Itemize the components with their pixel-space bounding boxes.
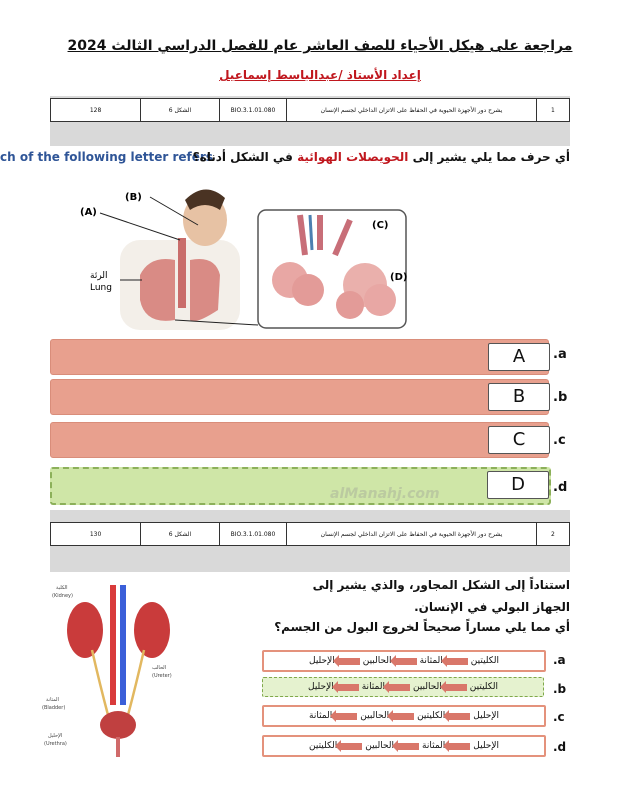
label-urethra-en: (Urethra) bbox=[44, 741, 67, 747]
ref-number: 2 bbox=[536, 523, 569, 546]
path-step: المثانة bbox=[422, 741, 446, 751]
label-c: (C) bbox=[372, 220, 389, 231]
path-step: الإحليل bbox=[473, 741, 499, 751]
label-a: (A) bbox=[80, 207, 97, 218]
label-lung-english: Lung bbox=[90, 283, 112, 293]
question-1-text-post: في الشكل أدناه؟ bbox=[192, 150, 293, 164]
question-2-line-3: أي مما يلي مساراً صحيحاً لخروج البول من الجسم؟ bbox=[274, 620, 570, 634]
label-lung-arabic: الرئة bbox=[90, 271, 108, 281]
label-ureter: الحالب bbox=[152, 665, 167, 671]
option-c-label: .c bbox=[553, 433, 566, 448]
arrow-icon bbox=[395, 658, 417, 665]
question-1-highlight: الحويصلات الهوائية bbox=[297, 150, 409, 164]
path-step: الإحليل bbox=[309, 656, 335, 666]
path-step: الكليتين bbox=[417, 711, 446, 721]
arrow-icon bbox=[338, 658, 360, 665]
ref-page: 130 bbox=[51, 523, 141, 546]
path-option-a-label: .a bbox=[553, 653, 566, 667]
arrow-icon bbox=[340, 743, 362, 750]
arrow-icon bbox=[448, 743, 470, 750]
path-option-a[interactable] bbox=[262, 650, 546, 672]
person-illustration bbox=[120, 189, 240, 330]
reference-block-1 bbox=[50, 96, 570, 146]
question-1-arabic bbox=[192, 150, 570, 164]
ref-code: BIO.3.1.01.080 bbox=[219, 99, 286, 122]
path-option-d-label: .d bbox=[553, 740, 567, 754]
path-step: المثانة bbox=[309, 711, 333, 721]
option-c-value: C bbox=[488, 426, 550, 454]
author-line: إعداد الأستاذ /عبدالباسط إسماعيل bbox=[219, 68, 421, 82]
arrow-icon bbox=[392, 713, 414, 720]
label-bladder-en: (Bladder) bbox=[42, 705, 66, 711]
path-step: الإحليل bbox=[308, 682, 334, 692]
question-2-line-2: الجهاز البولي في الإنسان. bbox=[414, 600, 570, 614]
label-kidney: الكلية bbox=[56, 585, 68, 591]
arrow-icon bbox=[397, 743, 419, 750]
page-title: مراجعة على هيكل الأحياء للصف العاشر عام للفصل الدراسي الثالث 2024 bbox=[67, 38, 573, 54]
reference-block-2 bbox=[50, 510, 570, 572]
arrow-icon bbox=[337, 684, 359, 691]
respiratory-figure bbox=[80, 180, 410, 330]
watermark: alManahj.com bbox=[330, 486, 440, 502]
ref-number: 1 bbox=[536, 99, 569, 122]
path-step: المثانة bbox=[361, 682, 385, 692]
label-kidney-en: (Kidney) bbox=[52, 593, 73, 599]
ref-code: BIO.3.1.01.080 bbox=[219, 523, 286, 546]
path-step: الحالبين bbox=[412, 682, 442, 692]
reference-table-2 bbox=[50, 522, 570, 546]
ref-figure: الشكل 6 bbox=[141, 523, 220, 546]
option-d-value: D bbox=[487, 471, 549, 499]
label-ureter-en: (Ureter) bbox=[152, 673, 172, 679]
reference-table-1 bbox=[50, 98, 570, 122]
ref-figure: الشكل 6 bbox=[141, 99, 220, 122]
ref-description: يشرح دور الأجهزة الحيوية في الحفاظ على الاتزان الداخلي لجسم الإنسان bbox=[287, 523, 537, 546]
option-b-label: .b bbox=[553, 390, 568, 405]
path-option-c-label: .c bbox=[553, 710, 565, 724]
label-b: (B) bbox=[125, 192, 142, 203]
arrow-icon bbox=[446, 658, 468, 665]
ref-description: يشرح دور الأجهزة الحيوية في الحفاظ على الاتزان الداخلي لجسم الإنسان bbox=[287, 99, 537, 122]
path-step: الكليتين bbox=[309, 741, 338, 751]
path-option-b-label: .b bbox=[553, 682, 567, 696]
option-b-value: B bbox=[488, 383, 550, 411]
option-a-label: .a bbox=[553, 347, 567, 362]
option-d-label: .d bbox=[553, 480, 568, 495]
option-c-bar[interactable] bbox=[50, 422, 549, 458]
option-a-bar[interactable] bbox=[50, 339, 549, 375]
ref-page: 128 bbox=[51, 99, 141, 122]
arrow-icon bbox=[448, 713, 470, 720]
path-step: الكليتين bbox=[469, 682, 498, 692]
path-option-c[interactable] bbox=[262, 705, 546, 727]
arrow-icon bbox=[445, 684, 467, 691]
label-d: (D) bbox=[390, 272, 408, 283]
option-a-value: A bbox=[488, 343, 550, 371]
path-step: الإحليل bbox=[473, 711, 499, 721]
path-option-d[interactable] bbox=[262, 735, 546, 757]
path-step: الكليتين bbox=[470, 656, 499, 666]
path-step: المثانة bbox=[419, 656, 443, 666]
label-urethra: الإحليل bbox=[48, 733, 63, 739]
question-2-line-1: استناداً إلى الشكل المجاور، والذي يشير إلى bbox=[312, 578, 570, 592]
label-bladder: المثانة bbox=[46, 697, 59, 703]
path-step: الحالبين bbox=[365, 741, 395, 751]
arrow-icon bbox=[388, 684, 410, 691]
path-step: الحالبين bbox=[360, 711, 390, 721]
question-1-text-pre: أي حرف مما يلي يشير إلى bbox=[412, 150, 570, 164]
path-step: الحالبين bbox=[362, 656, 392, 666]
option-b-bar[interactable] bbox=[50, 379, 549, 415]
urinary-figure bbox=[40, 585, 190, 770]
arrow-icon bbox=[335, 713, 357, 720]
option-d-bar[interactable] bbox=[50, 467, 551, 505]
question-1-english: ch of the following letter refers bbox=[0, 150, 213, 164]
path-option-b[interactable] bbox=[262, 677, 544, 697]
